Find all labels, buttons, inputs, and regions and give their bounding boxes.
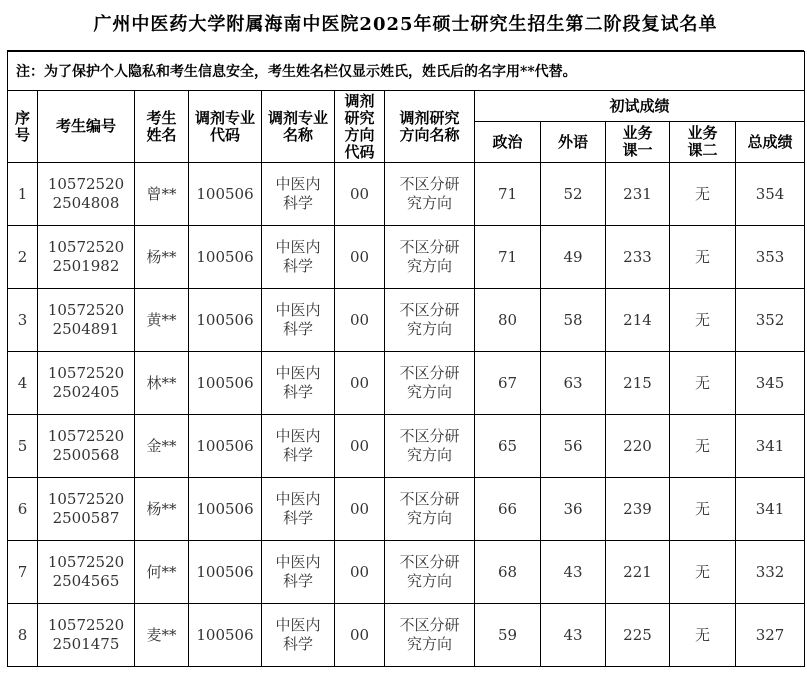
- major-name-part-a: 中医内: [275, 175, 321, 193]
- cell-dir-name: [385, 226, 475, 289]
- major-name-part-a: 中医内: [275, 301, 321, 319]
- exam-no-part-a: 10572520: [47, 616, 125, 634]
- cell-seq: 1: [8, 163, 38, 226]
- exam-no-part-b: 2504808: [52, 194, 120, 212]
- header-prelim: 初试成绩: [475, 91, 805, 122]
- dir-name-part-b: 究方向: [406, 446, 452, 464]
- dir-name-part-b: 究方向: [406, 383, 452, 401]
- cell-major-code: 100506: [189, 352, 262, 415]
- table-row: [8, 478, 805, 541]
- privacy-note: 注：为了保护个人隐私和考生信息安全，考生姓名栏仅显示姓氏，姓氏后的名字用**代替。: [8, 52, 805, 91]
- cell-politics: 80: [475, 289, 541, 352]
- cell-total: 327: [736, 604, 805, 667]
- cell-major-name: [262, 604, 335, 667]
- page-title: 广州中医药大学附属海南中医院2025年硕士研究生招生第二阶段复试名单: [7, 0, 804, 51]
- cell-seq: 5: [8, 415, 38, 478]
- exam-no-part-a: 10572520: [47, 175, 125, 193]
- cell-dir-name: [385, 415, 475, 478]
- major-name-part-a: 中医内: [275, 427, 321, 445]
- cell-politics: 59: [475, 604, 541, 667]
- cell-politics: 71: [475, 226, 541, 289]
- cell-seq: 6: [8, 478, 38, 541]
- exam-no-part-b: 2502405: [52, 383, 120, 401]
- cell-politics: 65: [475, 415, 541, 478]
- table-row: [8, 163, 805, 226]
- cell-seq: 3: [8, 289, 38, 352]
- exam-no-part-b: 2504891: [52, 320, 120, 338]
- cell-english: 56: [541, 415, 606, 478]
- cell-course1: 220: [606, 415, 670, 478]
- cell-politics: 71: [475, 163, 541, 226]
- header-exam-no: 考生编号: [38, 91, 135, 163]
- cell-course1: 214: [606, 289, 670, 352]
- table-row: [8, 604, 805, 667]
- cell-exam-no: [38, 352, 135, 415]
- cell-course2: 无: [670, 289, 736, 352]
- header-adj-dir-code: 调剂研究方向代码: [335, 91, 385, 163]
- cell-exam-no: [38, 604, 135, 667]
- major-name-part-b: 科学: [282, 320, 313, 338]
- header-course1: 业务课一: [606, 122, 670, 163]
- header-name: 考生姓名: [135, 91, 189, 163]
- major-name-part-b: 科学: [282, 446, 313, 464]
- dir-name-part-b: 究方向: [406, 635, 452, 653]
- table-row: [8, 541, 805, 604]
- cell-seq: 4: [8, 352, 38, 415]
- cell-name: 何**: [135, 541, 189, 604]
- cell-total: 341: [736, 478, 805, 541]
- cell-total: 332: [736, 541, 805, 604]
- cell-english: 36: [541, 478, 606, 541]
- exam-no-part-a: 10572520: [47, 490, 125, 508]
- cell-total: 352: [736, 289, 805, 352]
- cell-politics: 68: [475, 541, 541, 604]
- header-adj-major-code: 调剂专业代码: [189, 91, 262, 163]
- cell-dir-name: [385, 352, 475, 415]
- cell-dir-name: [385, 289, 475, 352]
- major-name-part-b: 科学: [282, 257, 313, 275]
- cell-major-name: [262, 226, 335, 289]
- header-total: 总成绩: [736, 122, 805, 163]
- cell-english: 58: [541, 289, 606, 352]
- privacy-note-row: [8, 52, 805, 91]
- major-name-part-b: 科学: [282, 383, 313, 401]
- cell-major-name: [262, 478, 335, 541]
- dir-name-part-a: 不区分研: [399, 175, 460, 193]
- cell-course1: 239: [606, 478, 670, 541]
- major-name-part-a: 中医内: [275, 616, 321, 634]
- cell-major-code: 100506: [189, 478, 262, 541]
- cell-dir-code: 00: [335, 352, 385, 415]
- cell-english: 49: [541, 226, 606, 289]
- table-body: [8, 163, 805, 667]
- table-row: [8, 352, 805, 415]
- cell-course2: 无: [670, 541, 736, 604]
- dir-name-part-a: 不区分研: [399, 364, 460, 382]
- cell-major-code: 100506: [189, 604, 262, 667]
- exam-no-part-a: 10572520: [47, 238, 125, 256]
- cell-dir-name: [385, 541, 475, 604]
- cell-dir-code: 00: [335, 226, 385, 289]
- cell-dir-name: [385, 478, 475, 541]
- cell-total: 353: [736, 226, 805, 289]
- cell-exam-no: [38, 226, 135, 289]
- cell-name: 金**: [135, 415, 189, 478]
- cell-course2: 无: [670, 352, 736, 415]
- cell-course1: 231: [606, 163, 670, 226]
- dir-name-part-b: 究方向: [406, 194, 452, 212]
- header-politics: 政治: [475, 122, 541, 163]
- dir-name-part-a: 不区分研: [399, 238, 460, 256]
- exam-no-part-a: 10572520: [47, 301, 125, 319]
- header-adj-major-name: 调剂专业名称: [262, 91, 335, 163]
- cell-major-name: [262, 163, 335, 226]
- cell-major-code: 100506: [189, 415, 262, 478]
- cell-seq: 2: [8, 226, 38, 289]
- major-name-part-a: 中医内: [275, 364, 321, 382]
- cell-seq: 8: [8, 604, 38, 667]
- cell-total: 341: [736, 415, 805, 478]
- dir-name-part-a: 不区分研: [399, 427, 460, 445]
- exam-no-part-b: 2504565: [52, 572, 120, 590]
- major-name-part-b: 科学: [282, 635, 313, 653]
- header-row-top: [8, 91, 805, 122]
- cell-name: 林**: [135, 352, 189, 415]
- table-row: [8, 415, 805, 478]
- exam-no-part-a: 10572520: [47, 427, 125, 445]
- exam-no-part-b: 2500587: [52, 509, 120, 527]
- cell-course1: 225: [606, 604, 670, 667]
- exam-no-part-b: 2501475: [52, 635, 120, 653]
- cell-dir-name: [385, 604, 475, 667]
- dir-name-part-b: 究方向: [406, 572, 452, 590]
- table-row: [8, 289, 805, 352]
- exam-no-part-b: 2500568: [52, 446, 120, 464]
- exam-no-part-a: 10572520: [47, 364, 125, 382]
- dir-name-part-b: 究方向: [406, 320, 452, 338]
- table-row: [8, 226, 805, 289]
- cell-course2: 无: [670, 163, 736, 226]
- cell-dir-code: 00: [335, 163, 385, 226]
- major-name-part-b: 科学: [282, 572, 313, 590]
- cell-exam-no: [38, 478, 135, 541]
- header-seq: 序号: [8, 91, 38, 163]
- cell-major-code: 100506: [189, 541, 262, 604]
- header-adj-dir-name: 调剂研究方向名称: [385, 91, 475, 163]
- cell-name: 麦**: [135, 604, 189, 667]
- dir-name-part-b: 究方向: [406, 509, 452, 527]
- cell-course2: 无: [670, 478, 736, 541]
- header-course2: 业务课二: [670, 122, 736, 163]
- cell-name: 黄**: [135, 289, 189, 352]
- cell-exam-no: [38, 415, 135, 478]
- cell-course1: 233: [606, 226, 670, 289]
- cell-major-name: [262, 415, 335, 478]
- major-name-part-a: 中医内: [275, 238, 321, 256]
- cell-english: 43: [541, 541, 606, 604]
- cell-major-name: [262, 289, 335, 352]
- cell-dir-code: 00: [335, 541, 385, 604]
- cell-major-name: [262, 541, 335, 604]
- cell-course2: 无: [670, 415, 736, 478]
- cell-politics: 67: [475, 352, 541, 415]
- major-name-part-a: 中医内: [275, 490, 321, 508]
- cell-dir-name: [385, 163, 475, 226]
- cell-major-code: 100506: [189, 226, 262, 289]
- cell-dir-code: 00: [335, 289, 385, 352]
- header-english: 外语: [541, 122, 606, 163]
- cell-major-code: 100506: [189, 289, 262, 352]
- major-name-part-a: 中医内: [275, 553, 321, 571]
- cell-dir-code: 00: [335, 415, 385, 478]
- cell-course2: 无: [670, 604, 736, 667]
- candidate-table: [7, 51, 805, 667]
- dir-name-part-b: 究方向: [406, 257, 452, 275]
- major-name-part-b: 科学: [282, 194, 313, 212]
- cell-exam-no: [38, 541, 135, 604]
- cell-course1: 221: [606, 541, 670, 604]
- cell-exam-no: [38, 163, 135, 226]
- cell-seq: 7: [8, 541, 38, 604]
- dir-name-part-a: 不区分研: [399, 301, 460, 319]
- exam-no-part-b: 2501982: [52, 257, 120, 275]
- cell-english: 63: [541, 352, 606, 415]
- cell-english: 43: [541, 604, 606, 667]
- exam-no-part-a: 10572520: [47, 553, 125, 571]
- cell-dir-code: 00: [335, 478, 385, 541]
- cell-exam-no: [38, 289, 135, 352]
- cell-english: 52: [541, 163, 606, 226]
- document-sheet: [7, 0, 804, 667]
- cell-course1: 215: [606, 352, 670, 415]
- cell-name: 曾**: [135, 163, 189, 226]
- cell-name: 杨**: [135, 226, 189, 289]
- dir-name-part-a: 不区分研: [399, 616, 460, 634]
- cell-politics: 66: [475, 478, 541, 541]
- dir-name-part-a: 不区分研: [399, 490, 460, 508]
- dir-name-part-a: 不区分研: [399, 553, 460, 571]
- major-name-part-b: 科学: [282, 509, 313, 527]
- cell-name: 杨**: [135, 478, 189, 541]
- cell-total: 354: [736, 163, 805, 226]
- cell-dir-code: 00: [335, 604, 385, 667]
- cell-course2: 无: [670, 226, 736, 289]
- cell-major-code: 100506: [189, 163, 262, 226]
- cell-total: 345: [736, 352, 805, 415]
- cell-major-name: [262, 352, 335, 415]
